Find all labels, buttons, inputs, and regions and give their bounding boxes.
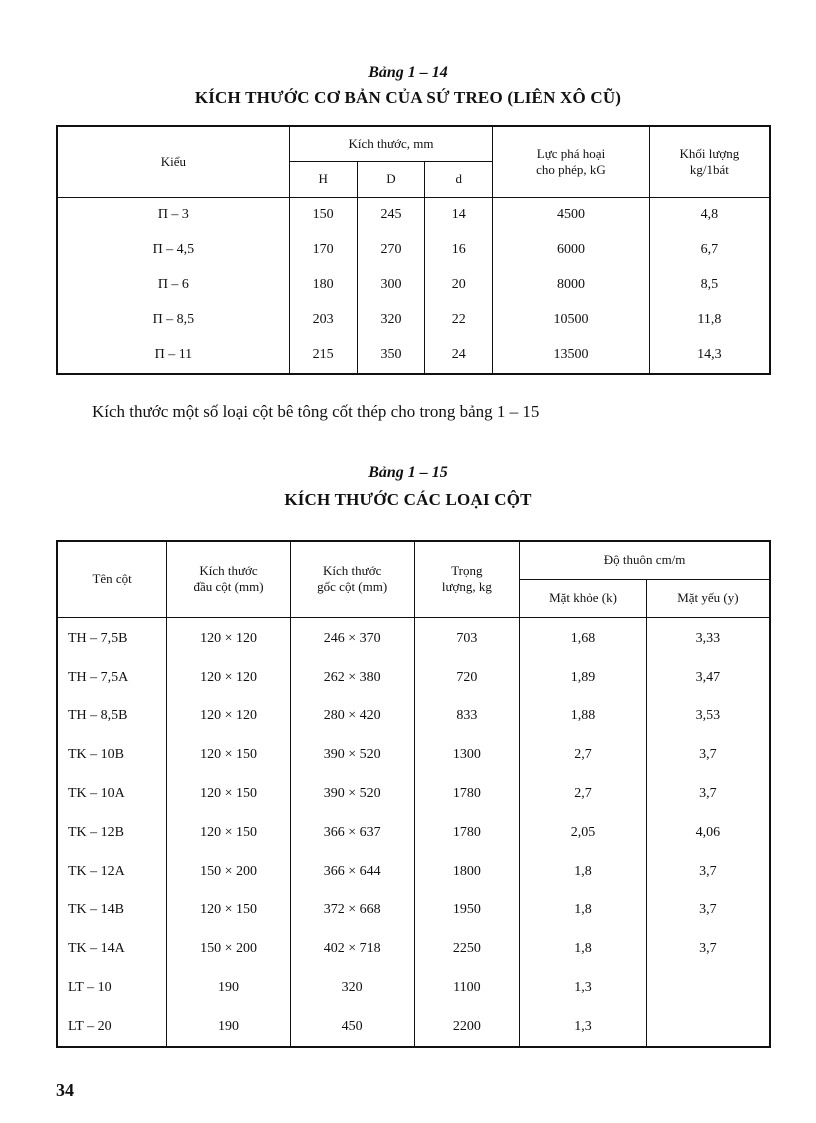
table14-row: [57, 268, 770, 303]
cell-y: 3,7: [646, 736, 770, 775]
cell-k: 1,68: [520, 617, 647, 658]
cell-trong: 2250: [414, 930, 520, 969]
header-trong-line1: Trọng: [451, 563, 483, 579]
cell-luc: 6000: [493, 233, 650, 268]
table15-row: [57, 617, 770, 658]
cell-kieu: Π – 3: [57, 197, 289, 233]
header-goc-line1: Kích thước: [323, 563, 382, 579]
cell-luc: 8000: [493, 268, 650, 303]
table14-row: [57, 303, 770, 338]
cell-goc: 320: [290, 969, 414, 1008]
cell-goc: 262 × 380: [290, 658, 414, 697]
cell-dau: 120 × 150: [167, 813, 291, 852]
cell-luc: 10500: [493, 303, 650, 338]
header-khoi-line1: Khối lượng: [679, 145, 740, 161]
header-D: D: [357, 161, 425, 197]
cell-k: 1,8: [520, 930, 647, 969]
table15-row: [57, 813, 770, 852]
header-d: d: [425, 161, 493, 197]
cell-D: 270: [357, 233, 425, 268]
table14-caption: Bảng 1 – 14: [368, 64, 448, 81]
cell-goc: 246 × 370: [290, 617, 414, 658]
cell-y: 4,06: [646, 813, 770, 852]
cell-ten: TK – 12A: [57, 852, 167, 891]
cell-dau: 150 × 200: [167, 852, 291, 891]
table15-row: [57, 697, 770, 736]
cell-dau: 120 × 120: [167, 697, 291, 736]
cell-k: 2,7: [520, 775, 647, 814]
header-trong-luong: [414, 541, 520, 617]
table15-title: KÍCH THƯỚC CÁC LOẠI CỘT: [284, 490, 532, 509]
cell-trong: 1950: [414, 891, 520, 930]
header-dau-line1: Kích thước: [199, 563, 258, 579]
header-goc-cot: [290, 541, 414, 617]
cell-dau: 190: [167, 1007, 291, 1047]
table14: [56, 125, 771, 375]
cell-y: 3,7: [646, 930, 770, 969]
cell-ten: TH – 7,5B: [57, 617, 167, 658]
header-do-thuon: Độ thuôn cm/m: [520, 541, 770, 579]
cell-trong: 1800: [414, 852, 520, 891]
header-luc-pha-hoai: [493, 126, 650, 197]
cell-khoi: 11,8: [649, 303, 770, 338]
cell-H: 215: [289, 338, 357, 374]
cell-goc: 390 × 520: [290, 775, 414, 814]
table15-row: [57, 969, 770, 1008]
cell-y: [646, 969, 770, 1008]
table15-row: [57, 775, 770, 814]
cell-trong: 833: [414, 697, 520, 736]
cell-k: 1,88: [520, 697, 647, 736]
cell-dau: 120 × 150: [167, 891, 291, 930]
cell-k: 1,8: [520, 852, 647, 891]
cell-d: 16: [425, 233, 493, 268]
cell-ten: LT – 20: [57, 1007, 167, 1047]
cell-khoi: 8,5: [649, 268, 770, 303]
cell-k: 1,3: [520, 969, 647, 1008]
cell-D: 300: [357, 268, 425, 303]
table15-row: [57, 930, 770, 969]
cell-D: 350: [357, 338, 425, 374]
body-paragraph: Kích thước một số loại cột bê tông cốt thép cho trong bảng 1 – 15: [92, 402, 540, 421]
cell-k: 2,7: [520, 736, 647, 775]
header-mat-yeu: Mặt yếu (y): [646, 579, 770, 617]
cell-y: 3,53: [646, 697, 770, 736]
table15-row: [57, 736, 770, 775]
cell-H: 150: [289, 197, 357, 233]
cell-ten: TH – 7,5A: [57, 658, 167, 697]
cell-y: [646, 1007, 770, 1047]
cell-trong: 703: [414, 617, 520, 658]
cell-ten: TK – 10B: [57, 736, 167, 775]
header-khoi-line2: kg/1bát: [689, 161, 729, 177]
cell-d: 20: [425, 268, 493, 303]
table15-row: [57, 852, 770, 891]
cell-khoi: 6,7: [649, 233, 770, 268]
cell-ten: TK – 14A: [57, 930, 167, 969]
header-luc-line2: cho phép, kG: [536, 161, 606, 177]
header-trong-line2: lượng, kg: [441, 579, 492, 595]
header-kieu: Kiểu: [57, 126, 289, 197]
cell-luc: 13500: [493, 338, 650, 374]
cell-khoi: 4,8: [649, 197, 770, 233]
header-dau-line2: đầu cột (mm): [193, 579, 264, 595]
cell-D: 245: [357, 197, 425, 233]
cell-d: 24: [425, 338, 493, 374]
cell-trong: 2200: [414, 1007, 520, 1047]
cell-y: 3,7: [646, 775, 770, 814]
cell-goc: 366 × 637: [290, 813, 414, 852]
cell-dau: 120 × 120: [167, 617, 291, 658]
header-H: H: [289, 161, 357, 197]
cell-ten: TK – 10A: [57, 775, 167, 814]
cell-k: 1,3: [520, 1007, 647, 1047]
table15-row: [57, 658, 770, 697]
table14-row: [57, 197, 770, 233]
cell-dau: 120 × 120: [167, 658, 291, 697]
cell-k: 1,89: [520, 658, 647, 697]
cell-khoi: 14,3: [649, 338, 770, 374]
cell-trong: 1780: [414, 775, 520, 814]
cell-dau: 190: [167, 969, 291, 1008]
cell-luc: 4500: [493, 197, 650, 233]
cell-d: 22: [425, 303, 493, 338]
cell-D: 320: [357, 303, 425, 338]
cell-dau: 120 × 150: [167, 775, 291, 814]
cell-k: 1,8: [520, 891, 647, 930]
cell-kieu: Π – 4,5: [57, 233, 289, 268]
cell-trong: 1100: [414, 969, 520, 1008]
cell-goc: 402 × 718: [290, 930, 414, 969]
cell-kieu: Π – 6: [57, 268, 289, 303]
header-dau-cot: [167, 541, 291, 617]
cell-H: 180: [289, 268, 357, 303]
table15-row: [57, 891, 770, 930]
cell-dau: 150 × 200: [167, 930, 291, 969]
cell-trong: 720: [414, 658, 520, 697]
table15: [56, 540, 771, 1048]
header-ten-cot: Tên cột: [57, 541, 167, 617]
cell-kieu: Π – 11: [57, 338, 289, 374]
cell-y: 3,33: [646, 617, 770, 658]
cell-goc: 450: [290, 1007, 414, 1047]
header-khoi-luong: [649, 126, 770, 197]
cell-kieu: Π – 8,5: [57, 303, 289, 338]
header-goc-line2: gốc cột (mm): [317, 579, 388, 595]
table14-title: KÍCH THƯỚC CƠ BẢN CỦA SỨ TREO (LIÊN XÔ CŨ): [194, 88, 622, 107]
cell-d: 14: [425, 197, 493, 233]
header-kich-thuoc: Kích thước, mm: [289, 126, 492, 161]
cell-H: 170: [289, 233, 357, 268]
cell-trong: 1780: [414, 813, 520, 852]
cell-goc: 372 × 668: [290, 891, 414, 930]
cell-ten: TK – 14B: [57, 891, 167, 930]
table14-row: [57, 233, 770, 268]
header-luc-line1: Lực phá hoại: [536, 145, 606, 161]
cell-ten: TH – 8,5B: [57, 697, 167, 736]
cell-goc: 390 × 520: [290, 736, 414, 775]
cell-dau: 120 × 150: [167, 736, 291, 775]
cell-ten: LT – 10: [57, 969, 167, 1008]
table15-caption: Bảng 1 – 15: [368, 464, 448, 481]
cell-H: 203: [289, 303, 357, 338]
table15-row: [57, 1007, 770, 1047]
cell-y: 3,47: [646, 658, 770, 697]
cell-goc: 280 × 420: [290, 697, 414, 736]
header-mat-khoe: Mặt khỏe (k): [520, 579, 647, 617]
cell-y: 3,7: [646, 852, 770, 891]
cell-y: 3,7: [646, 891, 770, 930]
page-number: 34: [56, 1080, 74, 1100]
cell-trong: 1300: [414, 736, 520, 775]
cell-ten: TK – 12B: [57, 813, 167, 852]
table14-row: [57, 338, 770, 374]
cell-k: 2,05: [520, 813, 647, 852]
cell-goc: 366 × 644: [290, 852, 414, 891]
